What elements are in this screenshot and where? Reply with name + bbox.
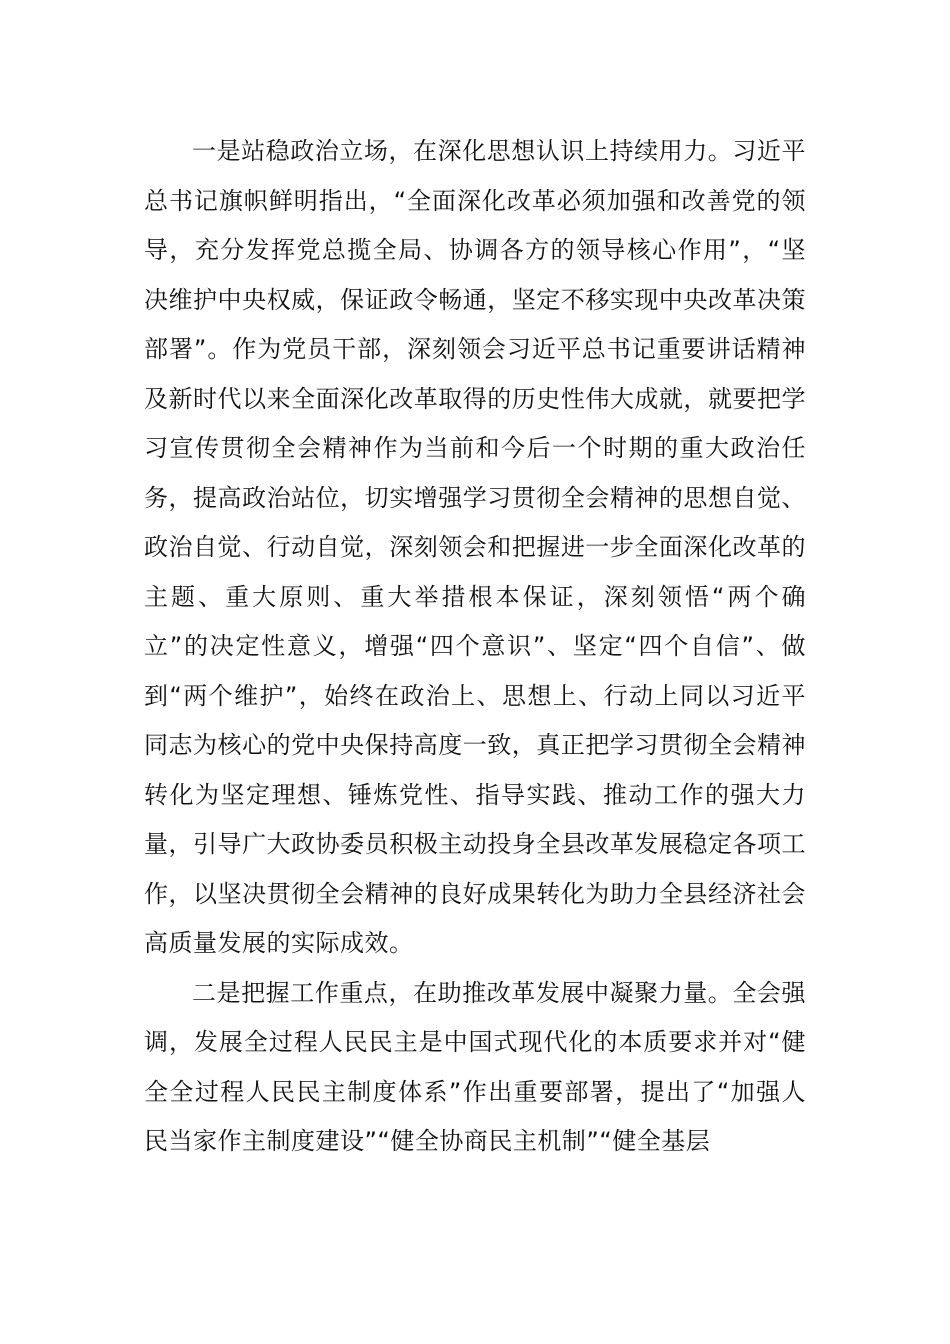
paragraph-2: 二是把握工作重点，在助推改革发展中凝聚力量。全会强调，发展全过程人民民主是中国式现代化的本质要求并对“健全全过程人民民主制度体系”作出重要部署，提出了“加强人民当家作主制度建设”“健全协商民主机制”“健全基层 bbox=[144, 978, 806, 1155]
paragraph-1: 一是站稳政治立场，在深化思想认识上持续用力。习近平总书记旗帜鲜明指出，“全面深化改革必须加强和改善党的领导，充分发挥党总揽全局、协调各方的领导核心作用”，“坚决维护中央权威，保证政令畅通，坚定不移实现中央改革决策部署”。作为党员干部，深刻领会习近平总书记重要讲话精神及新时代以来全面深化改革取得的历史性伟大成就，就要把学习宣传贯彻全会精神作为当前和今后一个时期的重大政治任务，提高政治站位，切实增强学习贯彻全会精神的思想自觉、政治自觉、行动自觉，深刻领会和把握进一步全面深化改革的主题、重大原则、重大举措根本保证，深刻领悟“两个确立”的决定性意义，增强“四个意识”、坚定“四个自信”、做到“两个维护”，始终在政治上、思想上、行动上同以习近平同志为核心的党中央保持高度一致，真正把学习贯彻全会精神转化为坚定理想、锤炼党性、指导实践、推动工作的强大力量，引导广大政协委员积极主动投身全县改革发展稳定各项工作，以坚决贯彻全会精神的良好成果转化为助力全县经济社会高质量发展的实际成效。 bbox=[144, 137, 806, 957]
document-body bbox=[144, 127, 806, 1167]
